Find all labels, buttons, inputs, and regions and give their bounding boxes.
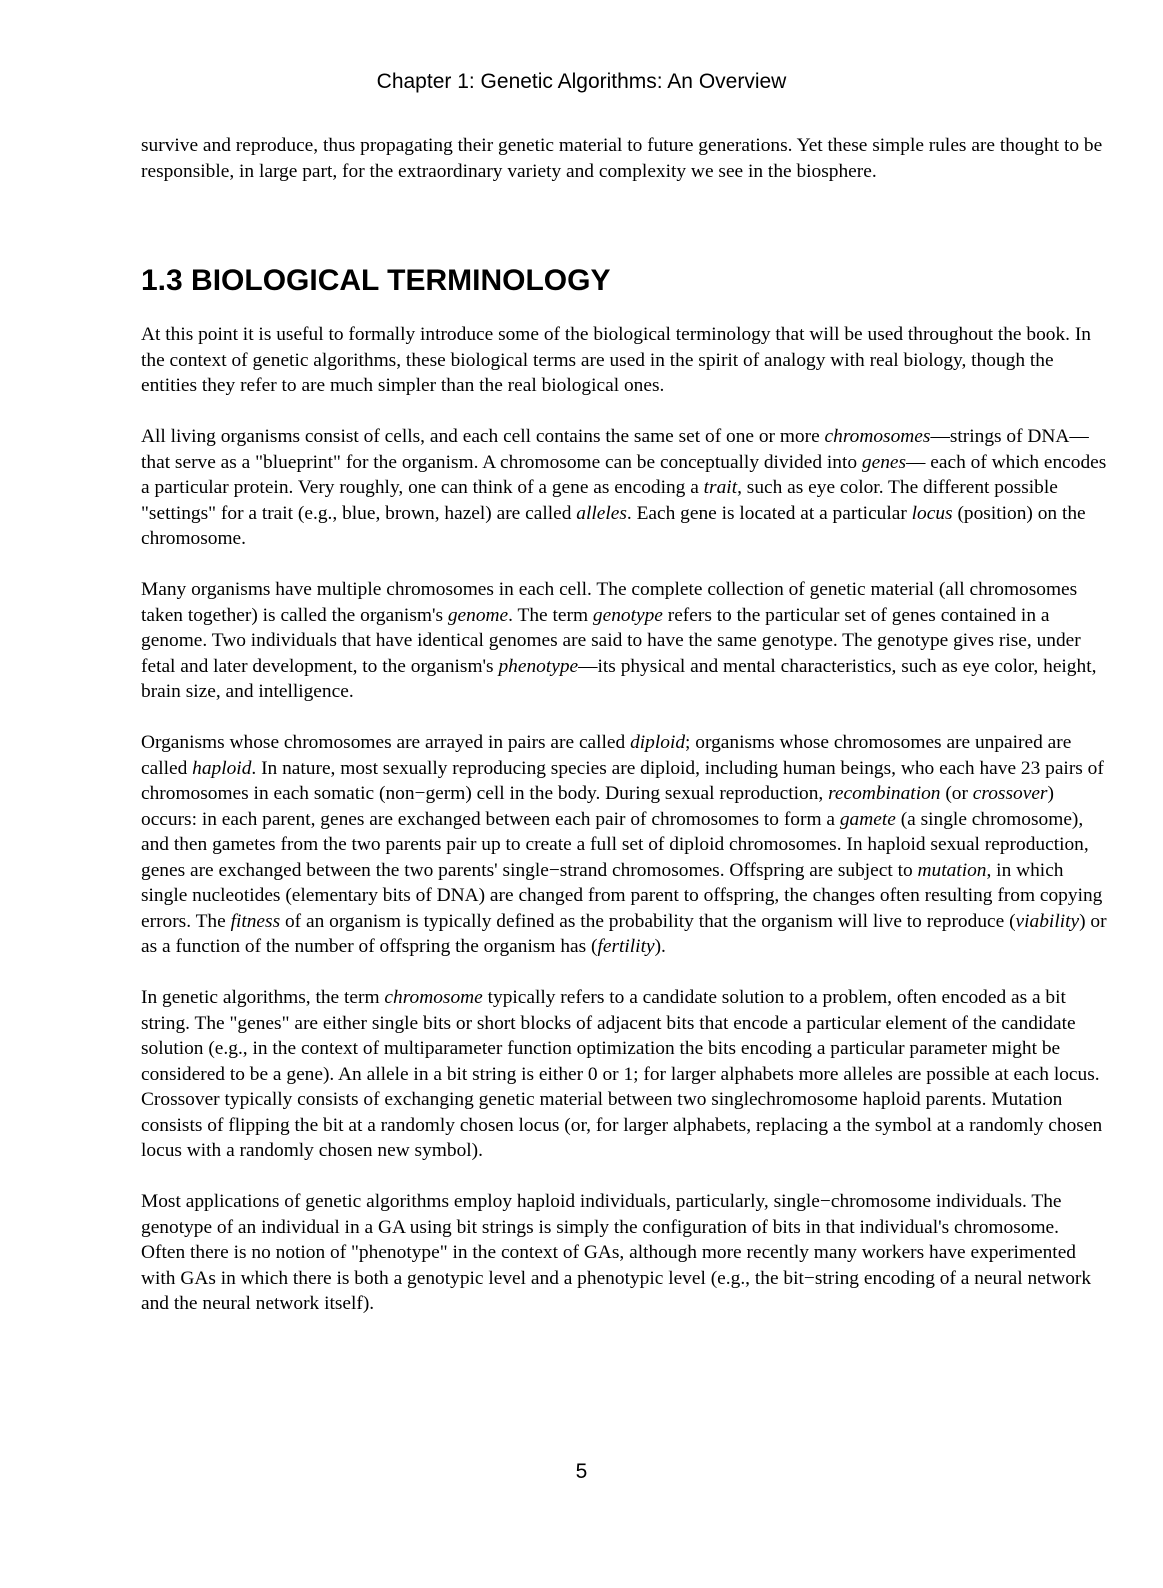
- text-segment: All living organisms consist of cells, and each cell contains the same set of one or more: [141, 426, 825, 447]
- italic-term: alleles: [576, 502, 627, 524]
- running-header: Chapter 1: Genetic Algorithms: An Overview: [376, 70, 787, 93]
- text-segment: —its physical and mental characteristics, such as eye color, height, brain size, and intelligence.: [141, 655, 1097, 702]
- continued-paragraph: survive and reproduce, thus propagating their genetic material to future generations. Yet these simple rules are thought to be responsible, in large part, for the extraordinary variety and complexity we see in the biosphere.: [141, 135, 1103, 182]
- text-segment: ).: [654, 936, 666, 957]
- italic-term: chromosome: [384, 987, 483, 1008]
- italic-term: crossover: [972, 783, 1048, 804]
- paragraph-genome: [141, 577, 1107, 705]
- italic-term: viability: [1015, 910, 1080, 932]
- text-segment: refers to the particular set of genes contained in a genome. Two individuals that have identical genomes are said to have the same genotype. The genotype gives rise, under fetal and later development, to the organism's: [141, 604, 1081, 677]
- text-segment: (or: [940, 783, 973, 804]
- text-segment: . The term: [508, 604, 593, 626]
- text-segment: — each of which encodes a particular protein. Very roughly, one can think of a gene as encoding a: [141, 451, 1107, 498]
- text-segment: . In nature, most sexually reproducing species are diploid, including human beings, who each have 23 pairs of chromosomes in each somatic (non−germ) cell in the body. During sexual reproduction,: [141, 757, 1104, 804]
- section-heading: 1.3 BIOLOGICAL TERMINOLOGY: [141, 264, 611, 297]
- italic-term: recombination: [828, 783, 941, 804]
- italic-term: chromosomes: [824, 426, 931, 447]
- italic-term: genotype: [592, 604, 663, 626]
- text-segment: —strings of DNA—that serve as a "blueprint" for the organism. A chromosome can be conceptually divided into: [141, 426, 1089, 473]
- paragraph-intro: [141, 322, 1107, 399]
- page-number: 5: [575, 1460, 588, 1483]
- text-segment: In genetic algorithms, the term: [141, 987, 385, 1008]
- paragraph-diploid: [141, 730, 1107, 960]
- italic-term: genes: [861, 451, 907, 473]
- italic-term: genome: [447, 604, 509, 626]
- page-body: [141, 133, 1107, 1342]
- text-segment: ) or as a function of the number of offspring the organism has (: [141, 910, 1107, 957]
- italic-term: haploid: [192, 757, 252, 779]
- text-segment: . Each gene is located at a particular: [626, 502, 912, 524]
- text-segment: (a single chromosome), and then gametes from the two parents pair up to create a full set of diploid chromosomes. In haploid sexual reproduction, genes are exchanged between the two parents' single−strand chromosomes. Offspring are subject to: [141, 808, 1089, 881]
- paragraph-ga-chromosome: [141, 985, 1107, 1164]
- text-segment: Organisms whose chromosomes are arrayed in pairs are called: [141, 732, 631, 753]
- text-segment: (position) on the chromosome.: [141, 502, 1086, 549]
- text-segment: , such as eye color. The different possible "settings" for a trait (e.g., blue, brown, hazel) are called: [141, 477, 1058, 524]
- italic-term: phenotype: [498, 655, 579, 677]
- text-segment: Many organisms have multiple chromosomes in each cell. The complete collection of genetic material (all chromosomes taken together) is called the organism's: [141, 579, 1078, 626]
- italic-term: fertility: [597, 936, 655, 957]
- text-segment: ) occurs: in each parent, genes are exchanged between each pair of chromosomes to form a: [141, 783, 1054, 830]
- italic-term: diploid: [630, 732, 686, 753]
- italic-term: fitness: [230, 910, 281, 932]
- italic-term: gamete: [839, 808, 896, 830]
- text-segment: Most applications of genetic algorithms employ haploid individuals, particularly, single−chromosome individuals. The genotype of an individual in a GA using bit strings is simply the configuration of bits in that individual's chromosome. Often there is no notion of "phenotype" in the context of GAs, although more recently many workers have experimented with GAs in which there is both a genotypic level and a phenotypic level (e.g., the bit−string encoding of a neural network and the neural network itself).: [141, 1191, 1092, 1314]
- text-segment: typically refers to a candidate solution to a problem, often encoded as a bit string. The "genes" are either single bits or short blocks of adjacent bits that encode a particular element of the candidate solution (e.g., in the context of multiparameter function optimization the bits encoding a particular parameter might be considered to be a gene). An allele in a bit string is either 0 or 1; for larger alphabets more alleles are possible at each locus. Crossover typically consists of exchanging genetic material between two singlechromosome haploid parents. Mutation consists of flipping the bit at a randomly chosen locus (or, for larger alphabets, replacing a the symbol at a randomly chosen locus with a randomly chosen new symbol).: [141, 987, 1103, 1161]
- text-segment: ; organisms whose chromosomes are unpaired are called: [141, 732, 1072, 779]
- paragraph-haploid-applications: [141, 1189, 1107, 1317]
- text-segment: of an organism is typically defined as the probability that the organism will live to reproduce (: [280, 910, 1016, 932]
- text-segment: At this point it is useful to formally introduce some of the biological terminology that will be used throughout the book. In the context of genetic algorithms, these biological terms are used in the spirit of analogy with real biology, though the entities they refer to are much simpler than the real biological ones.: [141, 324, 1091, 396]
- text-segment: , in which single nucleotides (elementary bits of DNA) are changed from parent to offspring, the changes often resulting from copying errors. The: [141, 859, 1103, 932]
- italic-term: locus: [911, 502, 953, 524]
- italic-term: mutation: [917, 859, 987, 881]
- paragraph-chromosomes: [141, 424, 1107, 552]
- italic-term: trait: [703, 477, 738, 498]
